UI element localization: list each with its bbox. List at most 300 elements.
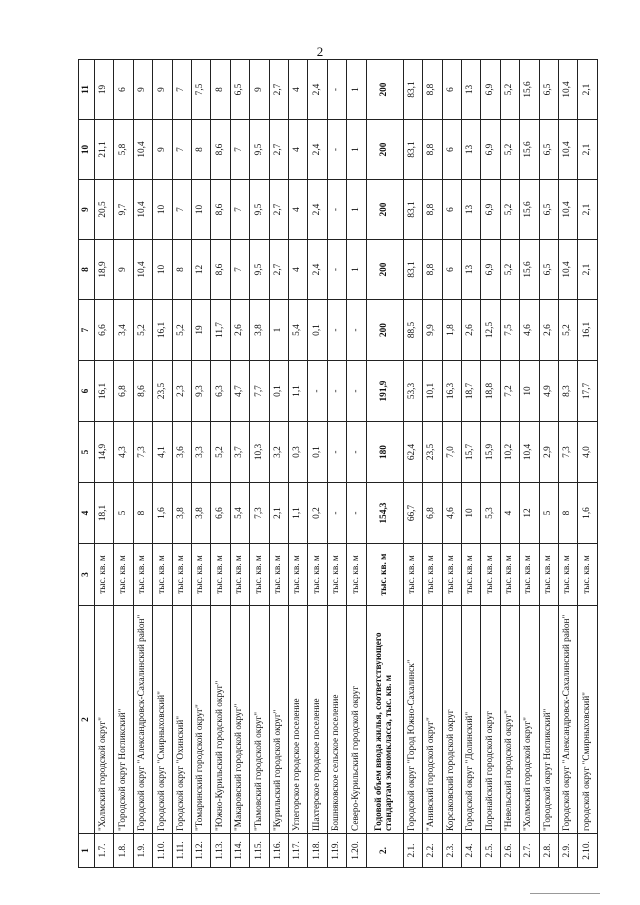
value-cell: 13 [461, 60, 480, 120]
value-cell: 10,4 [558, 180, 577, 240]
value-cell: 10 [520, 361, 539, 422]
table-row [211, 60, 230, 868]
table-row [442, 60, 461, 868]
column-header-3: 3 [79, 544, 95, 606]
value-cell: 6,5 [539, 60, 558, 120]
value-cell: 10,2 [500, 422, 519, 483]
value-cell: 3,2 [269, 422, 288, 483]
value-cell: 0,2 [308, 483, 327, 544]
value-cell: 2,7 [269, 60, 288, 120]
table-row [269, 60, 288, 868]
value-cell: 66,7 [403, 483, 422, 544]
value-cell: 16,1 [578, 300, 598, 361]
row-unit: тыс. кв. м [558, 544, 577, 606]
value-cell: 6,5 [230, 60, 249, 120]
value-cell: 5,2 [500, 180, 519, 240]
table-row [403, 60, 422, 868]
table-row [558, 60, 577, 868]
value-cell: - [347, 361, 366, 422]
value-cell: 15,9 [481, 422, 500, 483]
value-cell: 13 [461, 120, 480, 180]
value-cell: 13 [461, 180, 480, 240]
value-cell: 6,5 [539, 120, 558, 180]
row-unit: тыс. кв. м [289, 544, 308, 606]
value-cell: 8,8 [423, 180, 442, 240]
table-row [308, 60, 327, 868]
row-number: 2.9. [558, 834, 577, 868]
table-row [153, 60, 172, 868]
value-cell: 2,7 [269, 180, 288, 240]
row-name: "Южно-Курильский городской округ" [211, 606, 230, 834]
value-cell: 5,2 [500, 240, 519, 300]
value-cell: 5,3 [481, 483, 500, 544]
table-row [423, 60, 442, 868]
row-name: "Холмский городской округ" [520, 606, 539, 834]
row-number: 2.10. [578, 834, 598, 868]
value-cell: 10,4 [133, 180, 152, 240]
value-cell: - [327, 422, 346, 483]
table-row [520, 60, 539, 868]
row-number: 2.4. [461, 834, 480, 868]
value-cell: 6,8 [423, 483, 442, 544]
row-name: Городской округ "Александровск-Сахалинский район" [133, 606, 152, 834]
value-cell: 8 [192, 120, 211, 180]
value-cell: 6 [442, 60, 461, 120]
value-cell: 7,5 [192, 60, 211, 120]
row-number: 2. [366, 834, 403, 868]
value-cell: 17,7 [578, 361, 598, 422]
value-cell: 16,1 [153, 300, 172, 361]
value-cell: 6,6 [95, 300, 114, 361]
row-name: Городской округ "Охинский" [172, 606, 191, 834]
row-number: 2.8. [539, 834, 558, 868]
value-cell: 9 [133, 60, 152, 120]
value-cell: 7,3 [133, 422, 152, 483]
row-unit: тыс. кв. м [539, 544, 558, 606]
table-row [133, 60, 152, 868]
value-cell: 20,5 [95, 180, 114, 240]
value-cell: 10 [153, 240, 172, 300]
value-cell: 3,7 [230, 422, 249, 483]
value-cell: 0,1 [308, 300, 327, 361]
table-row [539, 60, 558, 868]
value-cell: 1 [347, 120, 366, 180]
column-header-6: 6 [79, 361, 95, 422]
value-cell: - [347, 422, 366, 483]
value-cell: 18,8 [481, 361, 500, 422]
row-name: "Макаровский городской округ" [230, 606, 249, 834]
value-cell: 8,6 [211, 120, 230, 180]
value-cell: 9 [153, 60, 172, 120]
row-name: Городской округ "Город Южно-Сахалинск" [403, 606, 422, 834]
value-cell: 7 [230, 180, 249, 240]
value-cell: 3,6 [172, 422, 191, 483]
table-row [250, 60, 269, 868]
value-cell: 14,9 [95, 422, 114, 483]
value-cell: 2,6 [230, 300, 249, 361]
value-cell: 4,7 [230, 361, 249, 422]
value-cell: 15,6 [520, 60, 539, 120]
value-cell: 8,6 [133, 361, 152, 422]
row-unit: тыс. кв. м [133, 544, 152, 606]
value-cell: 2,6 [461, 300, 480, 361]
row-number: 2.7. [520, 834, 539, 868]
value-cell: 7 [172, 180, 191, 240]
value-cell: 9 [114, 240, 133, 300]
row-unit: тыс. кв. м [481, 544, 500, 606]
row-number: 1.18. [308, 834, 327, 868]
row-number: 2.3. [442, 834, 461, 868]
row-unit: тыс. кв. м [500, 544, 519, 606]
row-name: "Холмский городской округ" [95, 606, 114, 834]
row-number: 2.6. [500, 834, 519, 868]
value-cell: - [327, 361, 346, 422]
row-unit: тыс. кв. м [211, 544, 230, 606]
value-cell: 9 [153, 120, 172, 180]
value-cell: 11,7 [211, 300, 230, 361]
value-cell: 1,1 [289, 361, 308, 422]
value-cell: 2,4 [308, 240, 327, 300]
housing-volume-table [78, 59, 598, 868]
value-cell: 7 [172, 60, 191, 120]
value-cell: 62,4 [403, 422, 422, 483]
value-cell: 7 [230, 240, 249, 300]
value-cell: 21,1 [95, 120, 114, 180]
row-number: 1.12. [192, 834, 211, 868]
row-number: 1.8. [114, 834, 133, 868]
row-number: 1.19. [327, 834, 346, 868]
value-cell: 1 [347, 240, 366, 300]
value-cell: 6,9 [481, 240, 500, 300]
value-cell: 8,8 [423, 60, 442, 120]
row-number: 1.17. [289, 834, 308, 868]
row-number: 1.7. [95, 834, 114, 868]
value-cell: 7 [230, 120, 249, 180]
value-cell: 6,5 [539, 180, 558, 240]
row-name: "Анивский городской округ" [423, 606, 442, 834]
row-number: 1.14. [230, 834, 249, 868]
table-row [327, 60, 346, 868]
value-cell: 83,1 [403, 120, 422, 180]
row-number: 2.5. [481, 834, 500, 868]
value-cell: 2,7 [269, 240, 288, 300]
column-header-8: 8 [79, 240, 95, 300]
value-cell: 10 [461, 483, 480, 544]
value-cell: 4,6 [520, 300, 539, 361]
row-name: Корсаковский городской округ [442, 606, 461, 834]
value-cell: 15,6 [520, 120, 539, 180]
value-cell: 10 [192, 180, 211, 240]
value-cell: 23,5 [423, 422, 442, 483]
value-cell: - [327, 60, 346, 120]
row-name: "Томаринский городской округ" [192, 606, 211, 834]
value-cell: 3,8 [192, 483, 211, 544]
value-cell: 10 [153, 180, 172, 240]
table-row [578, 60, 598, 868]
value-cell: 6,3 [211, 361, 230, 422]
scan-artifact-line [530, 893, 600, 894]
value-cell: 2,7 [269, 120, 288, 180]
value-cell: 5,2 [172, 300, 191, 361]
row-unit: тыс. кв. м [269, 544, 288, 606]
row-number: 1.9. [133, 834, 152, 868]
value-cell: 2,3 [172, 361, 191, 422]
table-row [172, 60, 191, 868]
value-cell: 2,1 [578, 180, 598, 240]
value-cell: 16,3 [442, 361, 461, 422]
value-cell: - [327, 240, 346, 300]
table-row [289, 60, 308, 868]
row-unit: тыс. кв. м [327, 544, 346, 606]
row-name: Годовой объем ввода жилья, соответствующего стандартам экономкласса, тыс. кв. м [366, 606, 403, 834]
value-cell: 13 [461, 240, 480, 300]
table-row [481, 60, 500, 868]
value-cell: 9,3 [192, 361, 211, 422]
value-cell: 10,4 [520, 422, 539, 483]
value-cell: 9,9 [423, 300, 442, 361]
row-unit: тыс. кв. м [230, 544, 249, 606]
row-unit: тыс. кв. м [308, 544, 327, 606]
page-number: 2 [316, 44, 324, 59]
value-cell: 7,0 [442, 422, 461, 483]
value-cell: 19 [192, 300, 211, 361]
table-row [114, 60, 133, 868]
value-cell: 15,6 [520, 180, 539, 240]
row-name: "Городской округ Ногликский" [539, 606, 558, 834]
value-cell: 10,4 [558, 60, 577, 120]
row-unit: тыс. кв. м [114, 544, 133, 606]
value-cell: 18,9 [95, 240, 114, 300]
column-header-10: 10 [79, 120, 95, 180]
value-cell: 5 [114, 483, 133, 544]
value-cell: 3,8 [172, 483, 191, 544]
value-cell: 6,8 [114, 361, 133, 422]
value-cell: 200 [366, 120, 403, 180]
value-cell: 200 [366, 300, 403, 361]
value-cell: 180 [366, 422, 403, 483]
value-cell: 9,7 [114, 180, 133, 240]
row-number: 1.15. [250, 834, 269, 868]
value-cell: 6 [114, 60, 133, 120]
value-cell: 7,7 [250, 361, 269, 422]
row-number: 1.13. [211, 834, 230, 868]
value-cell: 6 [442, 240, 461, 300]
row-number: 1.16. [269, 834, 288, 868]
value-cell: 6,6 [211, 483, 230, 544]
value-cell: 4 [289, 240, 308, 300]
row-name: "Невельский городской округ" [500, 606, 519, 834]
value-cell: 5 [539, 483, 558, 544]
value-cell: 12 [520, 483, 539, 544]
value-cell: 5,4 [289, 300, 308, 361]
value-cell: 3,3 [192, 422, 211, 483]
value-cell: 10,4 [558, 120, 577, 180]
value-cell: 6 [442, 120, 461, 180]
row-name: Городской округ "Долинский" [461, 606, 480, 834]
row-unit: тыс. кв. м [366, 544, 403, 606]
value-cell: 4,9 [539, 361, 558, 422]
value-cell: 6 [442, 180, 461, 240]
value-cell: 1,1 [289, 483, 308, 544]
value-cell: 8 [172, 240, 191, 300]
value-cell: 4,1 [153, 422, 172, 483]
value-cell: 83,1 [403, 60, 422, 120]
value-cell: 1 [347, 180, 366, 240]
value-cell: 1 [269, 300, 288, 361]
value-cell: 2,4 [308, 60, 327, 120]
value-cell: 0,3 [289, 422, 308, 483]
value-cell: 6,9 [481, 60, 500, 120]
value-cell: - [347, 300, 366, 361]
row-unit: тыс. кв. м [520, 544, 539, 606]
value-cell: 7,3 [558, 422, 577, 483]
row-name: Поронайский городской округ [481, 606, 500, 834]
table-row [347, 60, 366, 868]
value-cell: 1 [347, 60, 366, 120]
value-cell: 16,1 [95, 361, 114, 422]
row-unit: тыс. кв. м [192, 544, 211, 606]
table-row [192, 60, 211, 868]
value-cell: 8 [133, 483, 152, 544]
value-cell: 200 [366, 60, 403, 120]
column-header-11: 11 [79, 60, 95, 120]
row-name: Бошняковское сельское поселение [327, 606, 346, 834]
value-cell: 5,2 [133, 300, 152, 361]
value-cell: 7,5 [500, 300, 519, 361]
value-cell: 9,5 [250, 180, 269, 240]
value-cell: 4,3 [114, 422, 133, 483]
row-name: городской округ "Смирныховский" [578, 606, 598, 834]
value-cell: 12,5 [481, 300, 500, 361]
row-unit: тыс. кв. м [347, 544, 366, 606]
column-header-9: 9 [79, 180, 95, 240]
value-cell: 6,9 [481, 120, 500, 180]
row-number: 1.20. [347, 834, 366, 868]
value-cell: - [327, 483, 346, 544]
value-cell: 15,6 [520, 240, 539, 300]
row-unit: тыс. кв. м [172, 544, 191, 606]
value-cell: - [308, 361, 327, 422]
value-cell: 15,7 [461, 422, 480, 483]
row-unit: тыс. кв. м [153, 544, 172, 606]
row-unit: тыс. кв. м [461, 544, 480, 606]
value-cell: 5,8 [114, 120, 133, 180]
value-cell: 9,5 [250, 240, 269, 300]
value-cell: 5,4 [230, 483, 249, 544]
row-number: 1.10. [153, 834, 172, 868]
value-cell: 2,9 [539, 422, 558, 483]
value-cell: 0,1 [308, 422, 327, 483]
row-name: Северо-Курильский городской округ [347, 606, 366, 834]
value-cell: 2,1 [578, 240, 598, 300]
row-unit: тыс. кв. м [578, 544, 598, 606]
row-unit: тыс. кв. м [442, 544, 461, 606]
value-cell: 53,3 [403, 361, 422, 422]
row-name: "Курильский городской округ" [269, 606, 288, 834]
row-unit: тыс. кв. м [423, 544, 442, 606]
value-cell: 12 [192, 240, 211, 300]
column-header-1: 1 [79, 834, 95, 868]
value-cell: - [347, 483, 366, 544]
value-cell: 10,4 [558, 240, 577, 300]
value-cell: 6,5 [539, 240, 558, 300]
value-cell: - [327, 300, 346, 361]
table-row [461, 60, 480, 868]
value-cell: 4,6 [442, 483, 461, 544]
value-cell: 8 [558, 483, 577, 544]
value-cell: 0,1 [269, 361, 288, 422]
value-cell: 8,3 [558, 361, 577, 422]
row-name: Шахтерское городское поселение [308, 606, 327, 834]
value-cell: 2,1 [578, 60, 598, 120]
value-cell: 1,6 [578, 483, 598, 544]
value-cell: 4,0 [578, 422, 598, 483]
row-number: 1.11. [172, 834, 191, 868]
table-row [95, 60, 114, 868]
value-cell: 2,4 [308, 180, 327, 240]
row-name: Городской округ "Александровск-Сахалинский район" [558, 606, 577, 834]
value-cell: 154,3 [366, 483, 403, 544]
value-cell: 10,4 [133, 240, 152, 300]
value-cell: 8 [211, 60, 230, 120]
value-cell: - [327, 180, 346, 240]
value-cell: 4 [289, 180, 308, 240]
value-cell: 200 [366, 240, 403, 300]
column-header-5: 5 [79, 422, 95, 483]
rotated-table-frame [78, 60, 598, 868]
value-cell: 10,3 [250, 422, 269, 483]
value-cell: 10,1 [423, 361, 442, 422]
value-cell: 18,7 [461, 361, 480, 422]
value-cell: 18,1 [95, 483, 114, 544]
value-cell: 200 [366, 180, 403, 240]
value-cell: 8,8 [423, 120, 442, 180]
value-cell: 88,5 [403, 300, 422, 361]
value-cell: 83,1 [403, 240, 422, 300]
value-cell: 4 [289, 120, 308, 180]
column-header-4: 4 [79, 483, 95, 544]
table-body [95, 60, 598, 868]
value-cell: 2,1 [578, 120, 598, 180]
value-cell: 8,8 [423, 240, 442, 300]
value-cell: 3,8 [250, 300, 269, 361]
value-cell: 2,1 [269, 483, 288, 544]
value-cell: 6,9 [481, 180, 500, 240]
value-cell: 5,2 [558, 300, 577, 361]
value-cell: - [327, 120, 346, 180]
row-name: "Городской округ Ногликский" [114, 606, 133, 834]
row-number: 2.1. [403, 834, 422, 868]
column-header-7: 7 [79, 300, 95, 361]
rotated-table-container [78, 60, 598, 868]
table-header-row [79, 60, 95, 868]
table-row [366, 60, 403, 868]
value-cell: 191,9 [366, 361, 403, 422]
value-cell: 8,6 [211, 180, 230, 240]
value-cell: 7 [172, 120, 191, 180]
row-name: "Тымовский городской округ" [250, 606, 269, 834]
value-cell: 9,5 [250, 120, 269, 180]
value-cell: 1,8 [442, 300, 461, 361]
column-header-2: 2 [79, 606, 95, 834]
value-cell: 2,6 [539, 300, 558, 361]
value-cell: 7,3 [250, 483, 269, 544]
value-cell: 3,4 [114, 300, 133, 361]
value-cell: 9 [250, 60, 269, 120]
row-name: Городской округ "Смирныховский" [153, 606, 172, 834]
value-cell: 5,2 [500, 60, 519, 120]
value-cell: 2,4 [308, 120, 327, 180]
